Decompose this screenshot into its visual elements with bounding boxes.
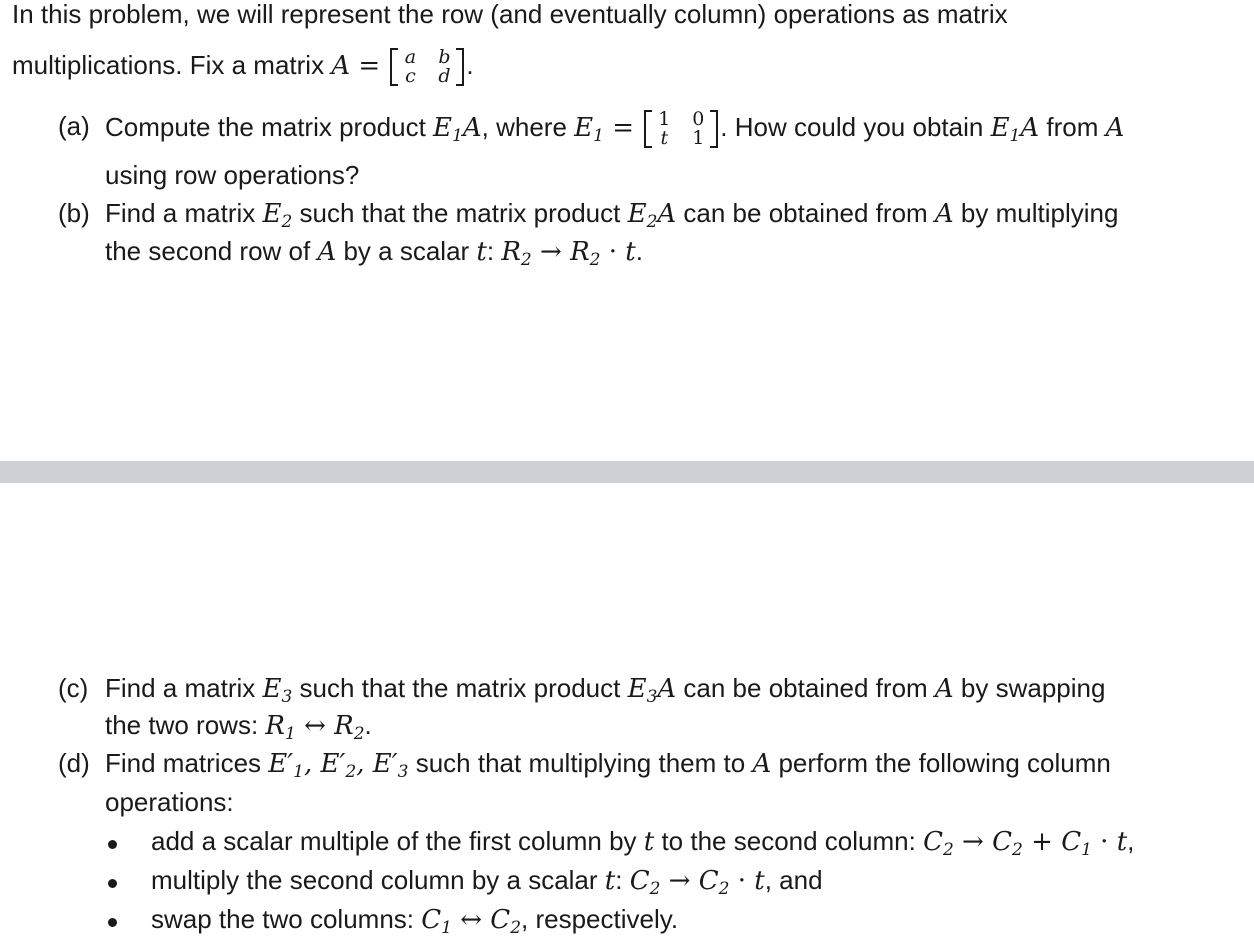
intro-line-1 [12,0,1008,30]
part-c-label: (c) [58,673,89,703]
part-c-line-2: the two rows: $R_1$ ↔ $R_2$. [105,710,372,744]
intro-text-2: multiplications. Fix a matrix [12,49,332,80]
bullet-dot-1 [108,840,117,849]
part-c-label-line [58,672,88,704]
bullet-item-3: swap the two columns: $C_1$ ↔ $C_2$, respectively. [151,904,679,938]
bullet-dot-2 [108,879,117,888]
part-d-label-line [58,747,90,779]
bullet-item-2: multiply the second column by a scalar t: $C_2 \to C_2 \cdot t$, and [151,865,823,899]
matrix-e1: 1 0 t 1 [644,110,718,148]
part-a-line-2: using row operations? [105,160,360,190]
intro-line-2: multiplications. Fix a matrix A = a b c d . [12,46,474,87]
bullet-dot-3 [108,918,117,927]
intro-text: In this problem, we will represent the row (and eventually column) operations as matrix [12,0,1008,29]
part-d-label: (d) [58,748,90,778]
part-a-label: (a) [58,111,90,141]
part-b-line-2: the second row of A by a scalar t: $R_2 \to R_2 \cdot t$. [105,236,643,270]
part-c-line-1: Find a matrix $E_3$ such that the matrix product $E_3A$ can be obtained from A by swapping [105,673,1106,707]
part-d-line-2: operations: [105,787,234,817]
bullet-item-1: add a scalar multiple of the first column by t to the second column: $C_2 \to C_2 + C_1 \cdot t$, [151,826,1135,860]
part-a-line-1 [58,110,90,142]
part-b-line-1: Find a matrix $E_2$ such that the matrix product $E_2A$ can be obtained from A by multiplying [105,198,1119,232]
page-divider [0,461,1254,483]
part-b-label-line [58,197,90,229]
part-d-line-1: Find matrices $E'_1$, $E'_2$, $E'_3$ such that multiplying them to A perform the following column [105,748,1111,782]
part-b-label: (b) [58,198,90,228]
matrix-a: a b c d [390,48,464,86]
part-a-text-line-1: Compute the matrix product $E_1A$, where $E_1$ = 1 0 t 1 . How could you obtain $E_1A$ from A [105,108,1125,149]
